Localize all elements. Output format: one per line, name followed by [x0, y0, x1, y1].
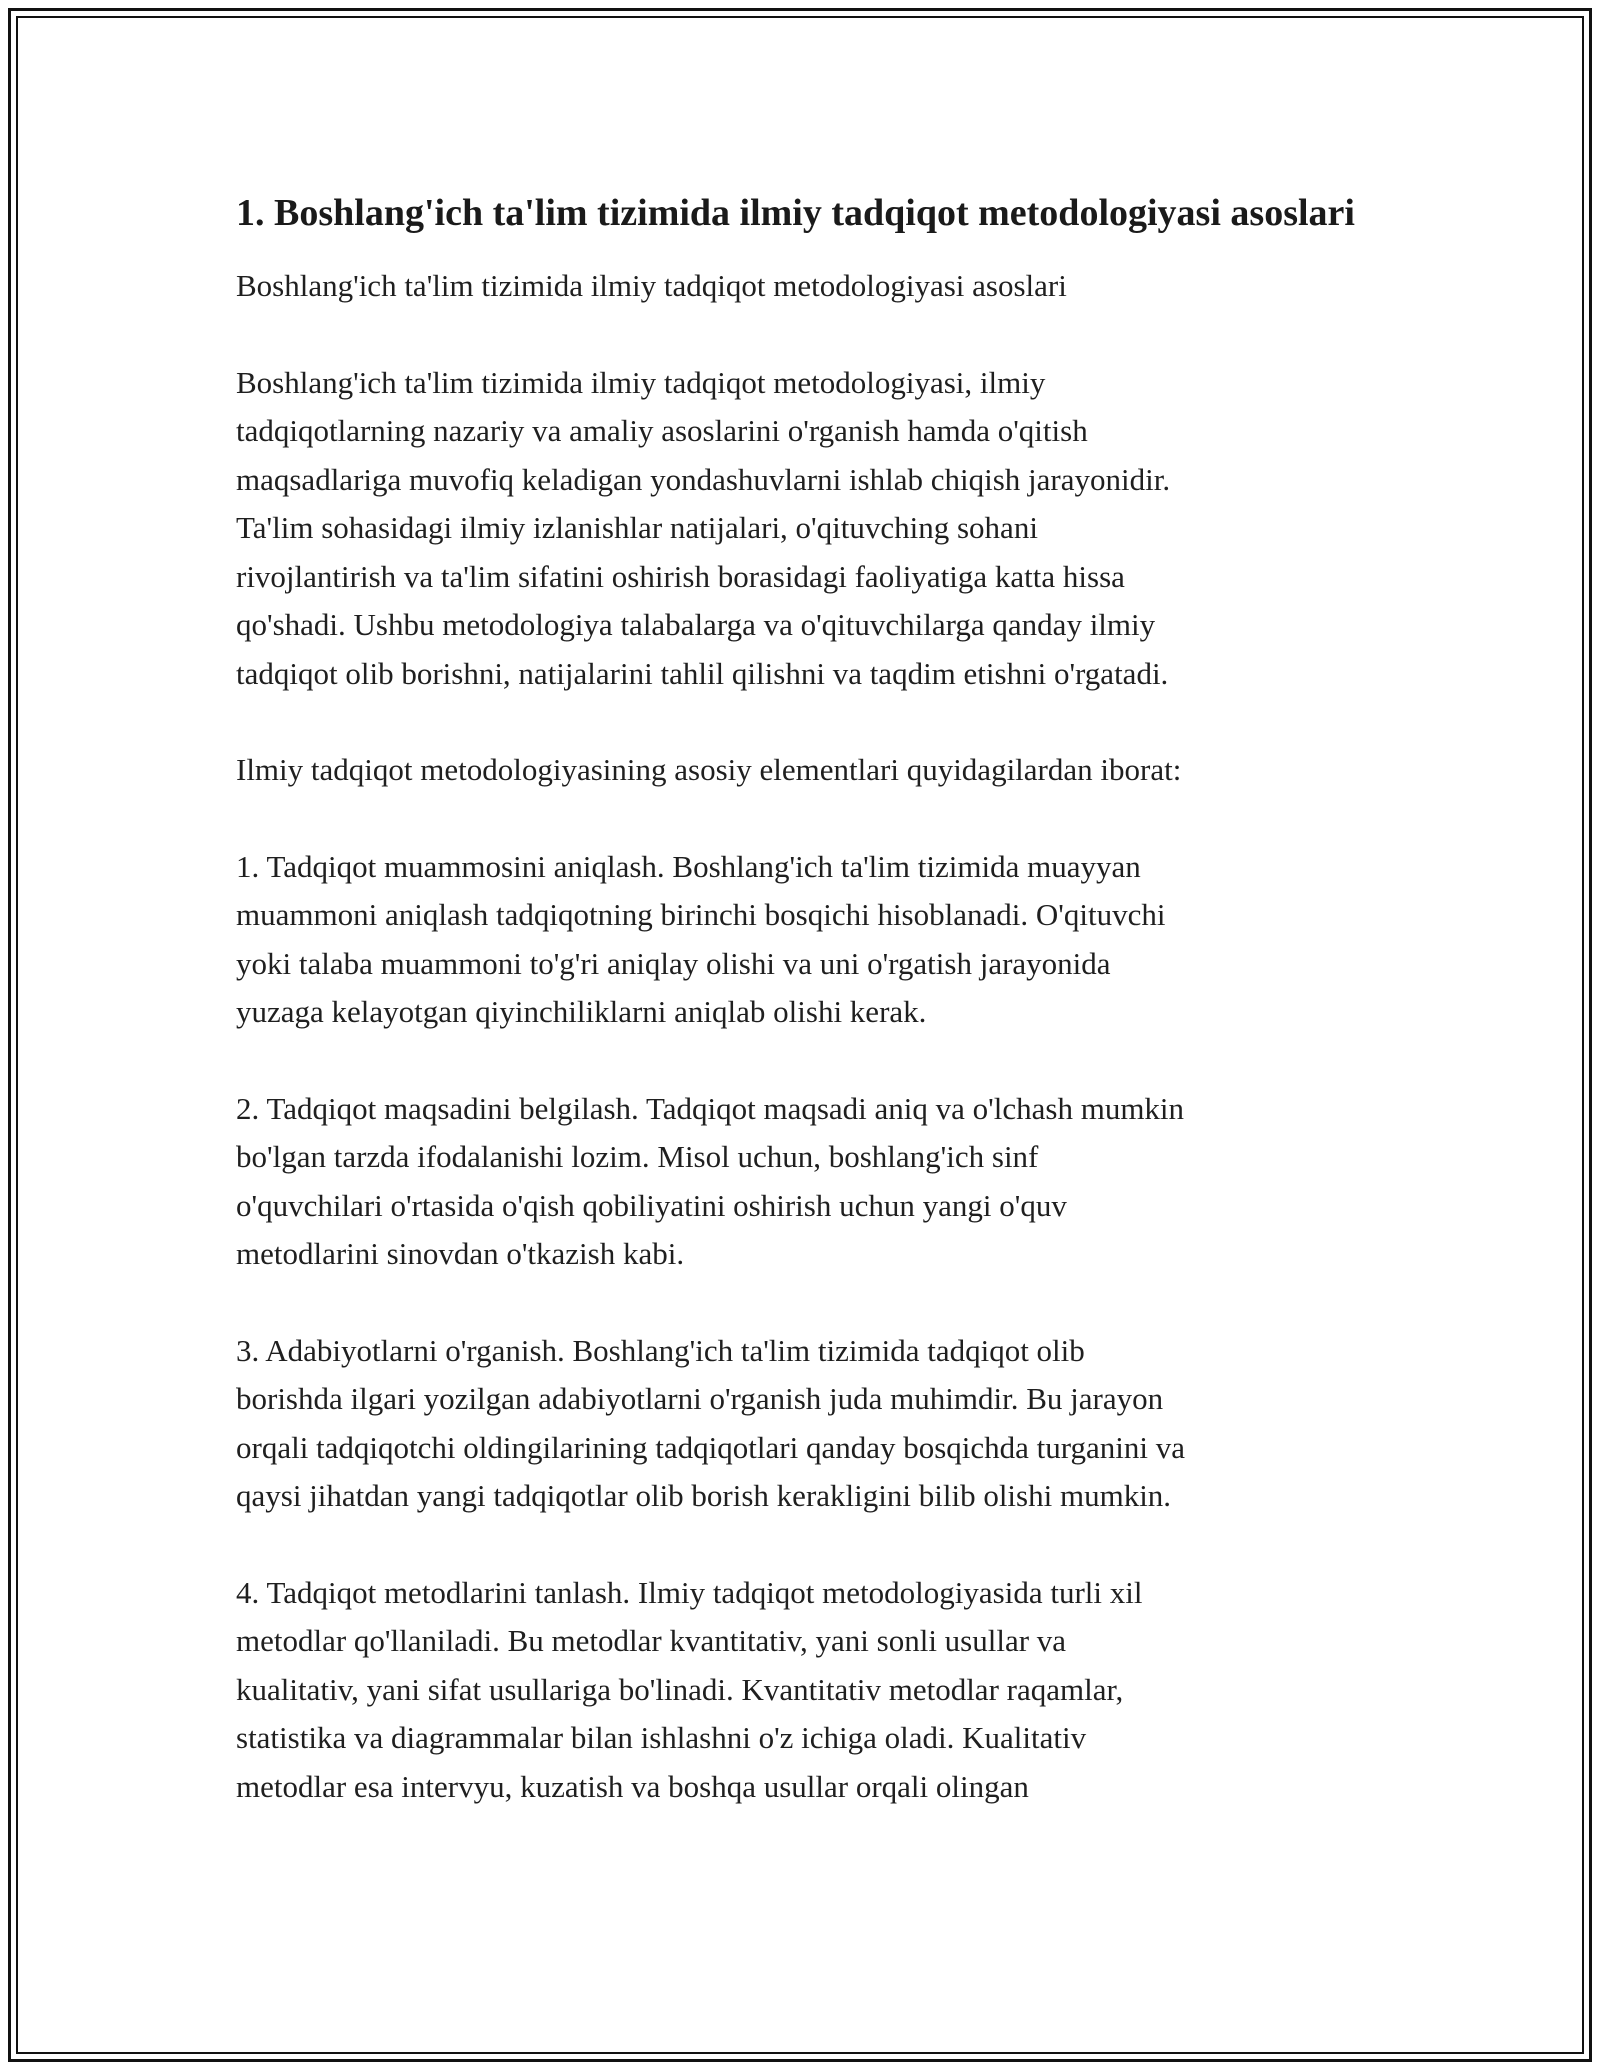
- list-item-paragraph: 4. Tadqiqot metodlarini tanlash. Ilmiy tadqiqot metodologiyasida turli xil metodlar qo'llaniladi. Bu metodlar kvantitativ, yani sonli usullar va kualitativ, yani sifat usullariga bo'linadi. Kvantitativ metodlar raqamlar, statistika va diagrammalar bilan ishlashni o'z ichiga oladi. Kualitativ metodlar esa intervyu, kuzatish va boshqa usullar orqali olingan: [236, 1574, 1143, 1804]
- intro-paragraph: Boshlang'ich ta'lim tizimida ilmiy tadqiqot metodologiyasi, ilmiy tadqiqotlarning nazariy va amaliy asoslarini o'rganish hamda o'qitish maqsadlariga muvofiq keladigan yondashuvlarni ishlab chiqish jarayonidir. Ta'lim sohasidagi ilmiy izlanishlar natijalari, o'qituvching sohani rivojlantirish va ta'lim sifatini oshirish borasidagi faoliyatiga katta hissa qo'shadi. Ushbu metodologiya talabalarga va o'qituvchilarga qanday ilmiy tadqiqot olib borishni, natijalarini tahlil qilishni va taqdim etishni o'rgatadi.: [236, 364, 1171, 691]
- elements-lead-paragraph: Ilmiy tadqiqot metodologiyasining asosiy elementlari quyidagilardan iborat:: [236, 752, 1182, 787]
- list-item-paragraph: 1. Tadqiqot muammosini aniqlash. Boshlang'ich ta'lim tizimida muayyan muammoni aniqlash tadqiqotning birinchi bosqichi hisoblanadi. O'qituvchi yoki talaba muammoni to'g'ri aniqlay olishi va uni o'rgatish jarayonida yuzaga kelayotgan qiyinchiliklarni aniqlab olishi kerak.: [236, 848, 1166, 1029]
- list-item-paragraph: 3. Adabiyotlarni o'rganish. Boshlang'ich ta'lim tizimida tadqiqot olib borishda ilgari yozilgan adabiyotlarni o'rganish juda muhimdir. Bu jarayon orqali tadqiqotchi oldingilarining tadqiqotlari qanday bosqichda turganini va qaysi jihatdan yangi tadqiqotlar olib borish kerakligini bilib olishi mumkin.: [236, 1332, 1186, 1513]
- subtitle-paragraph: Boshlang'ich ta'lim tizimida ilmiy tadqiqot metodologiyasi asoslari: [236, 268, 1067, 303]
- list-item-paragraph: 2. Tadqiqot maqsadini belgilash. Tadqiqot maqsadi aniq va o'lchash mumkin bo'lgan tarzda ifodalanishi lozim. Misol uchun, boshlang'ich sinf o'quvchilari o'rtasida o'qish qobiliyatini oshirish uchun yangi o'quv metodlarini sinovdan o'tkazish kabi.: [236, 1090, 1185, 1271]
- document-title: 1. Boshlang'ich ta'lim tizimida ilmiy tadqiqot metodologiyasi asoslari: [236, 192, 1355, 234]
- document-body: [236, 186, 1386, 1811]
